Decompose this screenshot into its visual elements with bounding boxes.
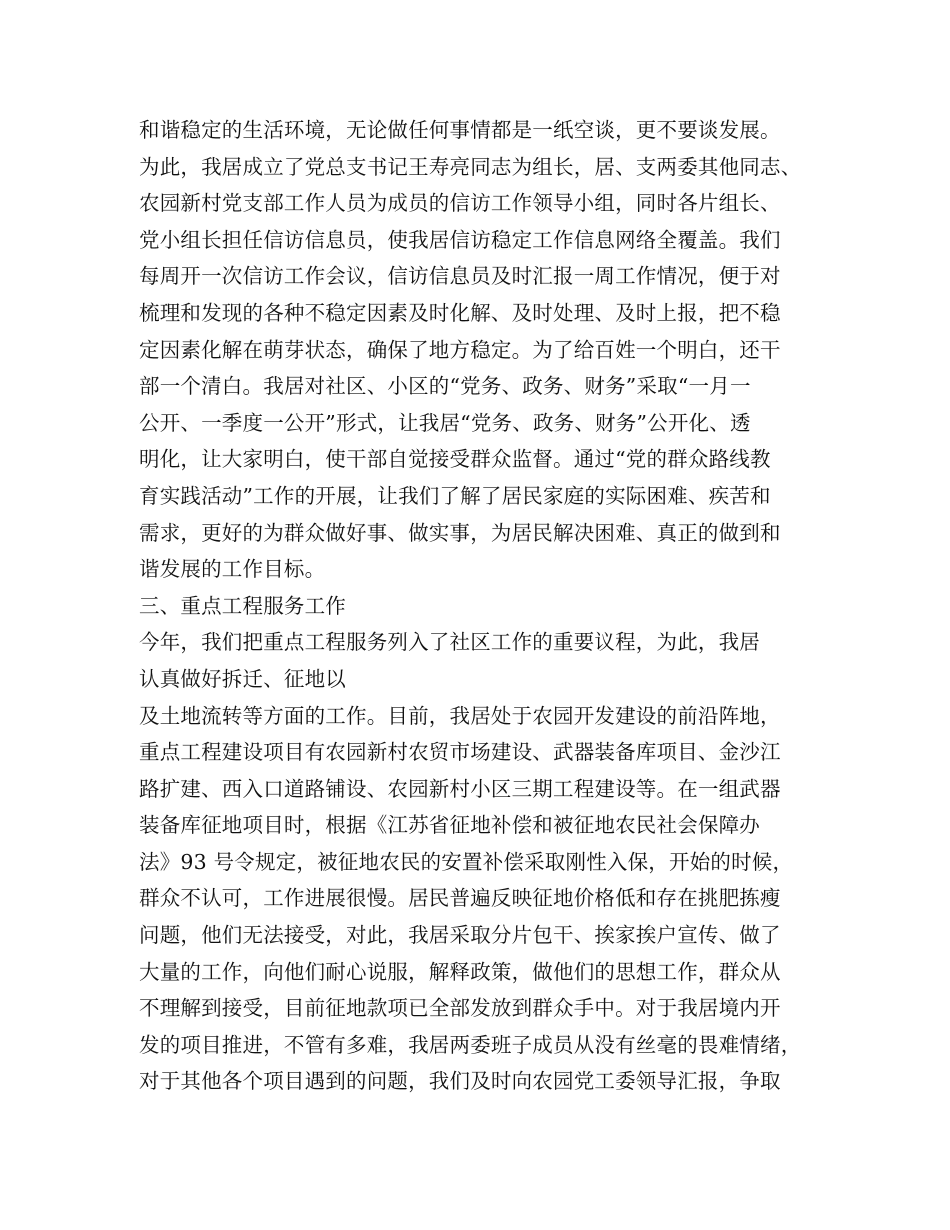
text-line: 公开、一季度一公开”形式，让我居“党务、政务、财务”公开化、透 [139, 410, 751, 435]
text-line: 大量的工作，向他们耐心说服，解释政策，做他们的思想工作，群众从 [139, 959, 781, 984]
text-line: 每周开一次信访工作会议，信访信息员及时汇报一周工作情况，便于对 [139, 264, 781, 289]
text-line: 需求，更好的为群众做好事、做实事，为居民解决困难、真正的做到和 [139, 520, 781, 545]
text-line: 定因素化解在萌芽状态，确保了地方稳定。为了给百姓一个明白，还干 [139, 337, 781, 362]
text-line: 明化，让大家明白，使干部自觉接受群众监督。通过“党的群众路线教 [139, 447, 771, 472]
text-line: 重点工程建设项目有农园新村农贸市场建设、武器装备库项目、金沙江 [139, 740, 781, 765]
text-line: 部一个清白。我居对社区、小区的“党务、政务、财务”采取“一月一 [139, 374, 751, 399]
section-heading: 三、重点工程服务工作 [139, 593, 346, 618]
text-line: 装备库征地项目时，根据《江苏省征地补偿和被征地农民社会保障办 [139, 813, 760, 838]
text-line: 发的项目推进，不管有多难，我居两委班子成员从没有丝毫的畏难情绪， [139, 1032, 802, 1057]
text-line: 为此，我居成立了党总支书记王寿亮同志为组长，居、支两委其他同志、 [139, 154, 802, 179]
text-line: 农园新村党支部工作人员为成员的信访工作领导小组，同时各片组长、 [139, 191, 781, 216]
text-line: 对于其他各个项目遇到的问题，我们及时向农园党工委领导汇报，争取 [139, 1069, 781, 1094]
text-line: 及土地流转等方面的工作。目前，我居处于农园开发建设的前沿阵地， [139, 703, 781, 728]
text-line: 法》93 号令规定，被征地农民的安置补偿采取刚性入保，开始的时候， [139, 849, 794, 874]
text-line: 认真做好拆迁、征地以 [139, 666, 346, 691]
text-line: 和谐稳定的生活环境，无论做任何事情都是一纸空谈，更不要谈发展。 [139, 118, 781, 142]
text-line: 不理解到接受，目前征地款项已全部发放到群众手中。对于我居境内开 [139, 996, 781, 1021]
text-line: 谐发展的工作目标。 [139, 557, 326, 582]
text-line: 问题，他们无法接受，对此，我居采取分片包干、挨家挨户宣传、做了 [139, 923, 781, 948]
document-body [139, 112, 839, 1100]
text-line: 梳理和发现的各种不稳定因素及时化解、及时处理、及时上报，把不稳 [139, 300, 781, 325]
text-line: 育实践活动”工作的开展，让我们了解了居民家庭的实际困难、疾苦和 [139, 483, 771, 508]
text-line: 群众不认可，工作进展很慢。居民普遍反映征地价格低和存在挑肥拣瘦 [139, 886, 781, 911]
text-line: 党小组长担任信访信息员，使我居信访稳定工作信息网络全覆盖。我们 [139, 227, 781, 252]
text-line: 今年，我们把重点工程服务列入了社区工作的重要议程，为此，我居 [139, 630, 760, 655]
text-line: 路扩建、西入口道路铺设、农园新村小区三期工程建设等。在一组武器 [139, 776, 781, 801]
